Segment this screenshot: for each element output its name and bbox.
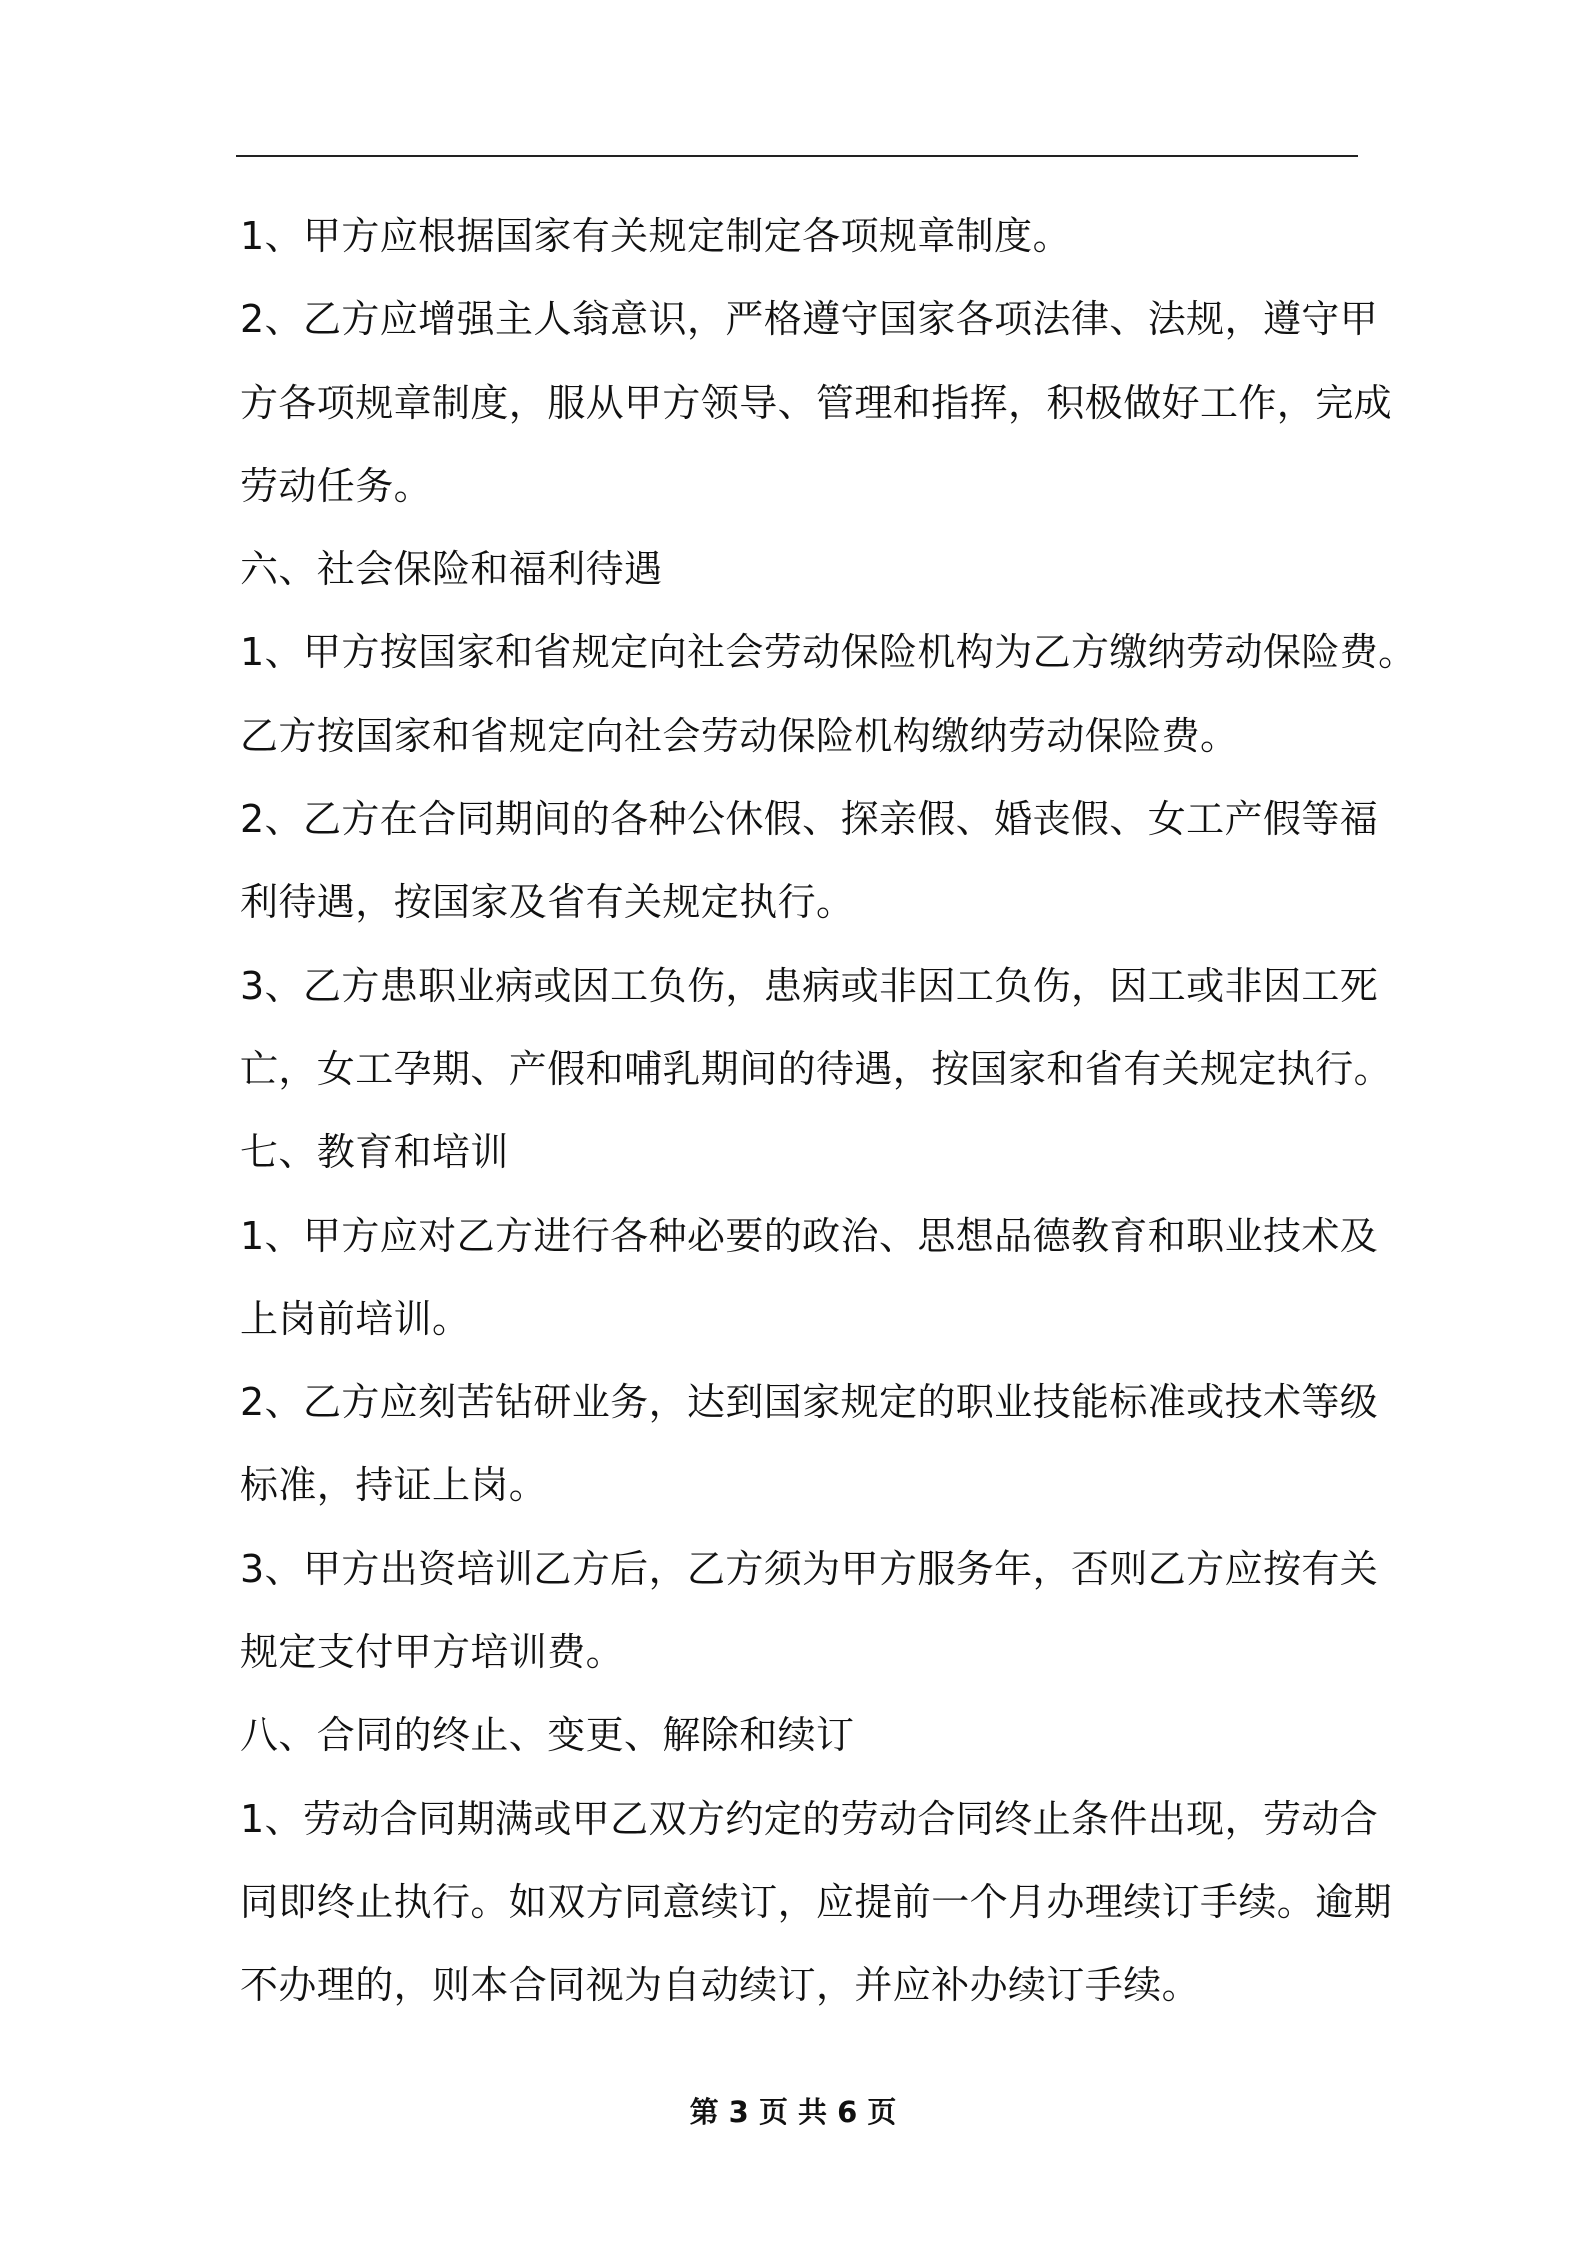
text-line: 利待遇，按国家及省有关规定执行。 [240,880,855,925]
text-line: 规定支付甲方培训费。 [240,1630,625,1675]
text-line: 2、乙方应刻苦钻研业务，达到国家规定的职业技能标准或技术等级 [240,1380,1379,1425]
section-heading: 七、教育和培训 [240,1130,509,1175]
document-body [240,195,1417,2028]
text-line: 3、甲方出资培训乙方后，乙方须为甲方服务年，否则乙方应按有关 [240,1546,1379,1591]
page-number-footer: 第 3 页 共 6 页 [689,2095,897,2129]
text-line: 劳动任务。 [240,463,433,508]
text-line: 标准，持证上岗。 [240,1463,548,1508]
text-line: 上岗前培训。 [240,1296,471,1341]
text-line: 不办理的，则本合同视为自动续订，并应补办续订手续。 [240,1963,1201,2008]
header-rule [236,155,1358,157]
text-line: 亡，女工孕期、产假和哺乳期间的待遇，按国家和省有关规定执行。 [240,1046,1393,1091]
text-line: 3、乙方患职业病或因工负伤，患病或非因工负伤，因工或非因工死 [240,963,1379,1008]
text-line: 1、甲方应对乙方进行各种必要的政治、思想品德教育和职业技术及 [240,1213,1379,1258]
text-line: 乙方按国家和省规定向社会劳动保险机构缴纳劳动保险费。 [240,713,1239,758]
section-heading: 六、社会保险和福利待遇 [240,547,663,592]
text-line: 2、乙方在合同期间的各种公休假、探亲假、婚丧假、女工产假等福 [240,797,1379,842]
text-line: 1、甲方应根据国家有关规定制定各项规章制度。 [240,214,1071,258]
section-heading: 八、合同的终止、变更、解除和续订 [240,1713,855,1758]
text-line: 方各项规章制度，服从甲方领导、管理和指挥，积极做好工作，完成 [240,380,1393,425]
text-line: 2、乙方应增强主人翁意识，严格遵守国家各项法律、法规，遵守甲 [240,297,1379,342]
text-line: 同即终止执行。如双方同意续订，应提前一个月办理续订手续。逾期 [240,1879,1393,1924]
text-line: 1、甲方按国家和省规定向社会劳动保险机构为乙方缴纳劳动保险费。 [240,630,1417,675]
text-line: 1、劳动合同期满或甲乙双方约定的劳动合同终止条件出现，劳动合 [240,1796,1379,1841]
